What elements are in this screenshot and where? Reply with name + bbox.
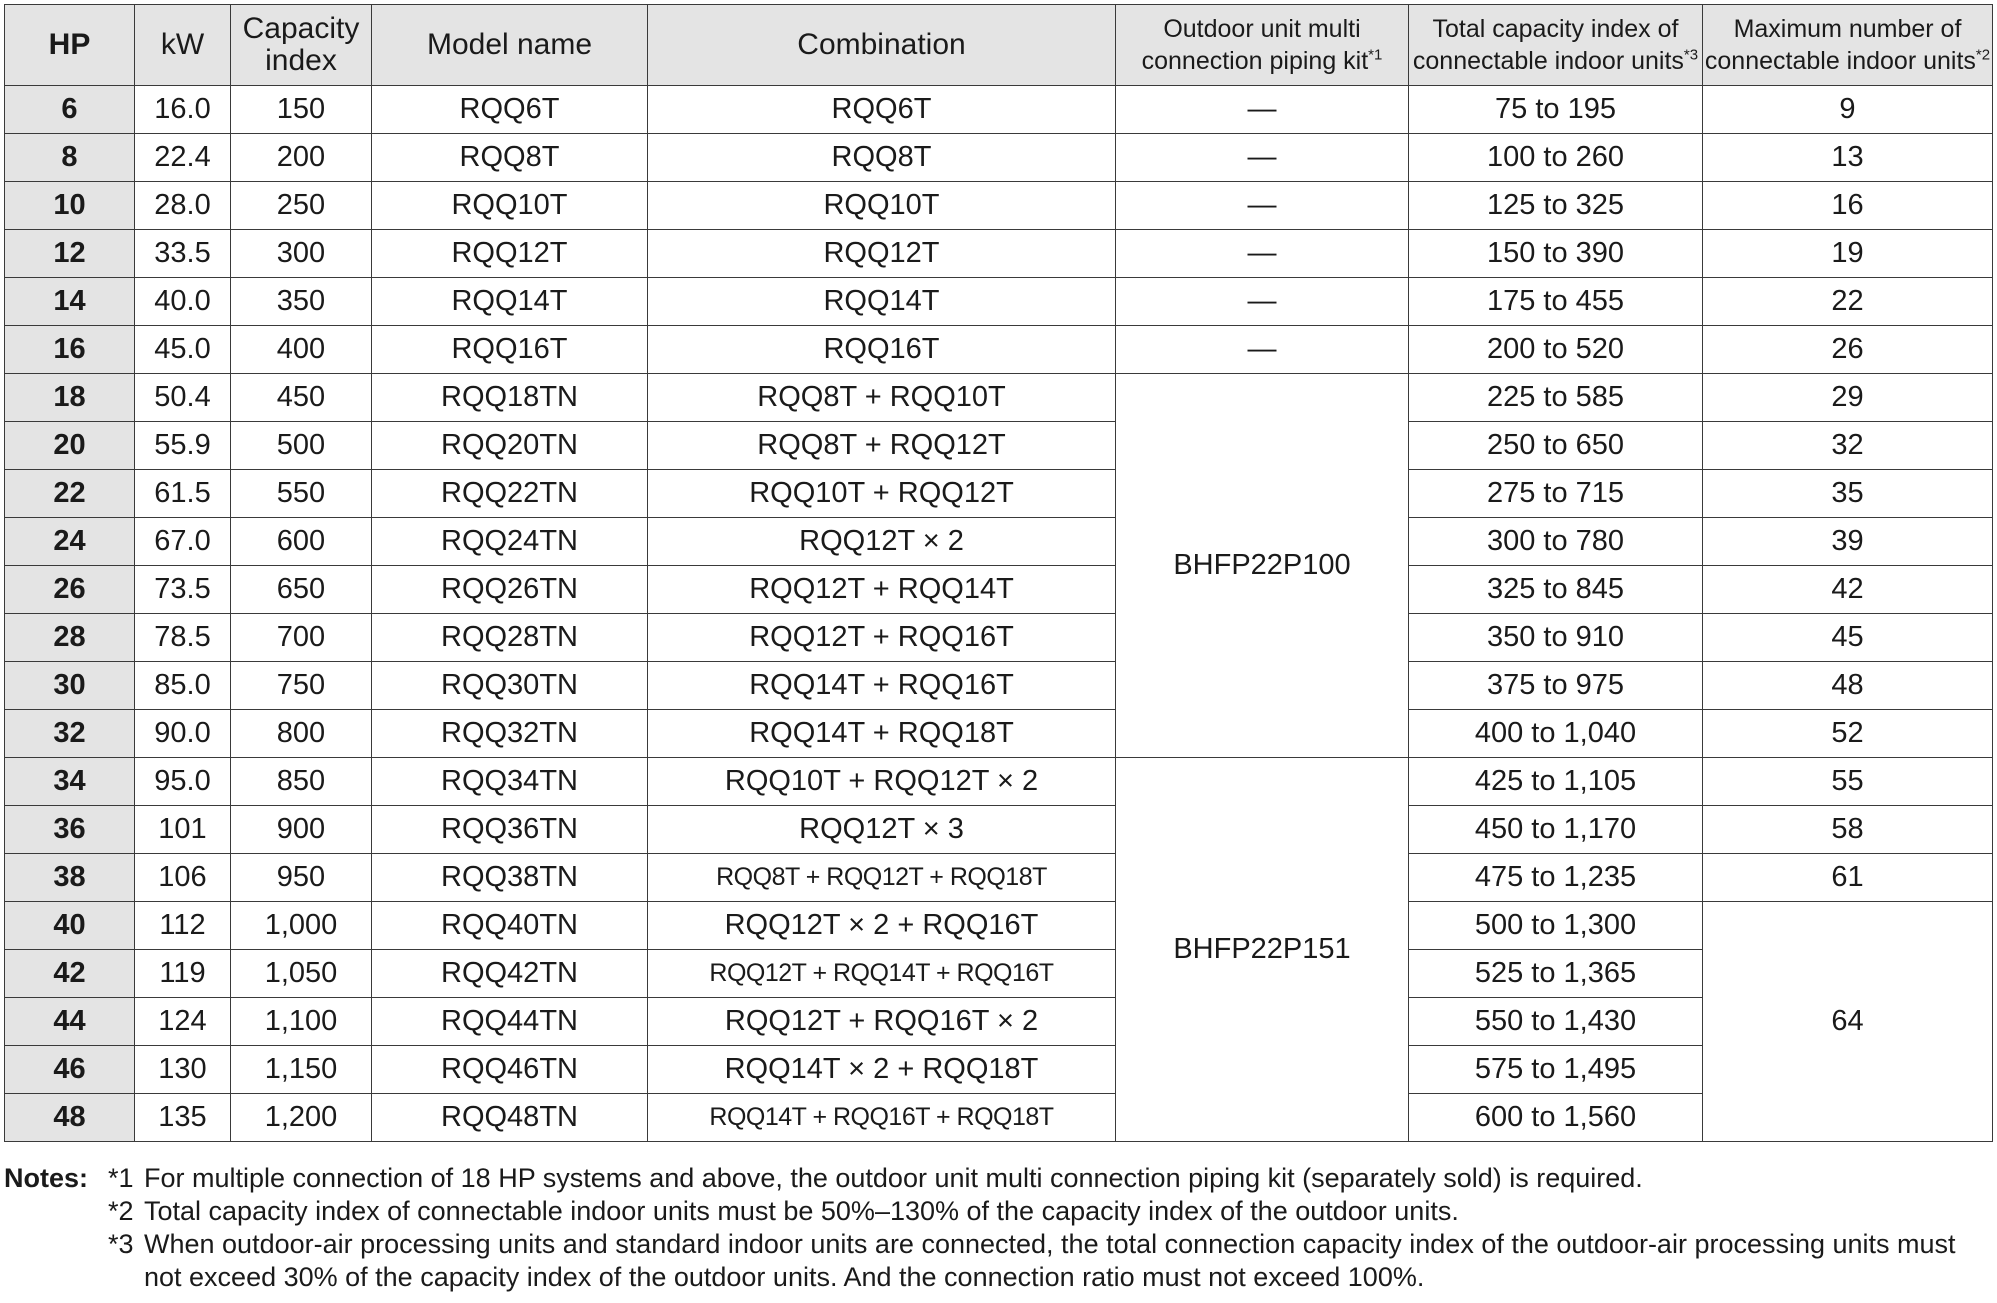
header-total-capacity-label: Total capacity index of connectable indoor units xyxy=(1412,15,1684,75)
kw-cell: 95.0 xyxy=(135,758,231,806)
total-capacity-cell: 475 to 1,235 xyxy=(1409,854,1703,902)
total-capacity-cell: 575 to 1,495 xyxy=(1409,1046,1703,1094)
combination-cell: RQQ12T × 2 + RQQ16T xyxy=(648,902,1116,950)
total-capacity-cell: 150 to 390 xyxy=(1409,230,1703,278)
total-capacity-cell: 325 to 845 xyxy=(1409,566,1703,614)
table-row xyxy=(5,86,1993,134)
combination-cell: RQQ8T + RQQ12T + RQQ18T xyxy=(648,854,1116,902)
model-name-cell: RQQ18TN xyxy=(372,374,648,422)
max-units-cell: 39 xyxy=(1703,518,1993,566)
piping-kit-cell: BHFP22P151 xyxy=(1116,758,1409,1142)
notes-section xyxy=(4,1162,1964,1294)
capacity-index-cell: 1,150 xyxy=(231,1046,372,1094)
total-capacity-cell: 350 to 910 xyxy=(1409,614,1703,662)
table-row xyxy=(5,614,1993,662)
combination-cell: RQQ14T xyxy=(648,278,1116,326)
combination-cell: RQQ8T xyxy=(648,134,1116,182)
model-name-cell: RQQ26TN xyxy=(372,566,648,614)
total-capacity-cell: 275 to 715 xyxy=(1409,470,1703,518)
table-row xyxy=(5,902,1993,950)
piping-kit-cell: — xyxy=(1116,182,1409,230)
table-row xyxy=(5,806,1993,854)
kw-cell: 130 xyxy=(135,1046,231,1094)
kw-cell: 78.5 xyxy=(135,614,231,662)
kw-cell: 28.0 xyxy=(135,182,231,230)
header-max-units-label: Maximum number of connectable indoor units xyxy=(1704,15,1976,75)
table-row xyxy=(5,134,1993,182)
kw-cell: 112 xyxy=(135,902,231,950)
table-row xyxy=(5,566,1993,614)
note-2 xyxy=(4,1195,1964,1228)
capacity-index-cell: 700 xyxy=(231,614,372,662)
note-2-mark: *2 xyxy=(108,1196,134,1226)
table-row xyxy=(5,374,1993,422)
hp-cell: 36 xyxy=(5,806,135,854)
total-capacity-cell: 175 to 455 xyxy=(1409,278,1703,326)
hp-cell: 28 xyxy=(5,614,135,662)
capacity-index-cell: 1,200 xyxy=(231,1094,372,1142)
combination-cell: RQQ10T + RQQ12T xyxy=(648,470,1116,518)
hp-cell: 18 xyxy=(5,374,135,422)
table-row xyxy=(5,758,1993,806)
table-row xyxy=(5,1046,1993,1094)
capacity-index-cell: 400 xyxy=(231,326,372,374)
total-capacity-cell: 100 to 260 xyxy=(1409,134,1703,182)
combination-cell: RQQ14T + RQQ16T + RQQ18T xyxy=(648,1094,1116,1142)
model-name-cell: RQQ40TN xyxy=(372,902,648,950)
combination-cell: RQQ12T + RQQ16T xyxy=(648,614,1116,662)
capacity-index-cell: 550 xyxy=(231,470,372,518)
table-row xyxy=(5,950,1993,998)
combination-cell: RQQ14T × 2 + RQQ18T xyxy=(648,1046,1116,1094)
table-row xyxy=(5,230,1993,278)
max-units-cell: 35 xyxy=(1703,470,1993,518)
table-row xyxy=(5,998,1993,1046)
piping-kit-cell: — xyxy=(1116,134,1409,182)
combination-cell: RQQ12T + RQQ14T + RQQ16T xyxy=(648,950,1116,998)
combination-cell: RQQ8T + RQQ10T xyxy=(648,374,1116,422)
total-capacity-cell: 75 to 195 xyxy=(1409,86,1703,134)
total-capacity-cell: 375 to 975 xyxy=(1409,662,1703,710)
note-1-text: For multiple connection of 18 HP systems and above, the outdoor unit multi connection piping kit (separately sold) is required. xyxy=(144,1163,1643,1193)
kw-cell: 50.4 xyxy=(135,374,231,422)
max-units-cell: 22 xyxy=(1703,278,1993,326)
hp-cell: 22 xyxy=(5,470,135,518)
capacity-index-cell: 950 xyxy=(231,854,372,902)
table-body xyxy=(5,86,1993,1142)
model-name-cell: RQQ36TN xyxy=(372,806,648,854)
model-name-cell: RQQ6T xyxy=(372,86,648,134)
combination-cell: RQQ10T xyxy=(648,182,1116,230)
total-capacity-cell: 400 to 1,040 xyxy=(1409,710,1703,758)
capacity-index-cell: 1,100 xyxy=(231,998,372,1046)
model-name-cell: RQQ16T xyxy=(372,326,648,374)
capacity-index-cell: 600 xyxy=(231,518,372,566)
kw-cell: 45.0 xyxy=(135,326,231,374)
combination-cell: RQQ12T × 3 xyxy=(648,806,1116,854)
model-name-cell: RQQ14T xyxy=(372,278,648,326)
hp-cell: 14 xyxy=(5,278,135,326)
total-capacity-cell: 200 to 520 xyxy=(1409,326,1703,374)
total-capacity-cell: 500 to 1,300 xyxy=(1409,902,1703,950)
note-1 xyxy=(4,1162,1964,1195)
kw-cell: 67.0 xyxy=(135,518,231,566)
hp-cell: 38 xyxy=(5,854,135,902)
kw-cell: 55.9 xyxy=(135,422,231,470)
model-name-cell: RQQ32TN xyxy=(372,710,648,758)
hp-cell: 8 xyxy=(5,134,135,182)
combination-cell: RQQ16T xyxy=(648,326,1116,374)
total-capacity-cell: 600 to 1,560 xyxy=(1409,1094,1703,1142)
total-capacity-cell: 250 to 650 xyxy=(1409,422,1703,470)
hp-cell: 40 xyxy=(5,902,135,950)
kw-cell: 40.0 xyxy=(135,278,231,326)
piping-kit-cell: — xyxy=(1116,230,1409,278)
max-units-cell: 58 xyxy=(1703,806,1993,854)
kw-cell: 33.5 xyxy=(135,230,231,278)
model-name-cell: RQQ30TN xyxy=(372,662,648,710)
model-name-cell: RQQ38TN xyxy=(372,854,648,902)
piping-kit-cell: — xyxy=(1116,278,1409,326)
total-capacity-cell: 450 to 1,170 xyxy=(1409,806,1703,854)
max-units-cell: 42 xyxy=(1703,566,1993,614)
kw-cell: 106 xyxy=(135,854,231,902)
total-capacity-cell: 125 to 325 xyxy=(1409,182,1703,230)
hp-cell: 44 xyxy=(5,998,135,1046)
hp-cell: 42 xyxy=(5,950,135,998)
combination-cell: RQQ12T + RQQ16T × 2 xyxy=(648,998,1116,1046)
total-capacity-cell: 225 to 585 xyxy=(1409,374,1703,422)
specification-table xyxy=(4,4,1993,1142)
capacity-index-cell: 900 xyxy=(231,806,372,854)
max-units-cell: 61 xyxy=(1703,854,1993,902)
table-row xyxy=(5,662,1993,710)
hp-cell: 46 xyxy=(5,1046,135,1094)
header-hp: HP xyxy=(5,5,135,86)
note-3-mark: *3 xyxy=(108,1229,134,1259)
model-name-cell: RQQ28TN xyxy=(372,614,648,662)
hp-cell: 6 xyxy=(5,86,135,134)
kw-cell: 22.4 xyxy=(135,134,231,182)
kw-cell: 61.5 xyxy=(135,470,231,518)
total-capacity-cell: 550 to 1,430 xyxy=(1409,998,1703,1046)
header-kw: kW xyxy=(135,5,231,86)
capacity-index-cell: 850 xyxy=(231,758,372,806)
table-row xyxy=(5,278,1993,326)
max-units-cell: 64 xyxy=(1703,902,1993,1142)
max-units-cell: 52 xyxy=(1703,710,1993,758)
max-units-cell: 32 xyxy=(1703,422,1993,470)
combination-cell: RQQ14T + RQQ16T xyxy=(648,662,1116,710)
model-name-cell: RQQ22TN xyxy=(372,470,648,518)
hp-cell: 48 xyxy=(5,1094,135,1142)
capacity-index-cell: 150 xyxy=(231,86,372,134)
capacity-index-cell: 450 xyxy=(231,374,372,422)
capacity-index-cell: 1,050 xyxy=(231,950,372,998)
max-units-cell: 29 xyxy=(1703,374,1993,422)
model-name-cell: RQQ34TN xyxy=(372,758,648,806)
max-units-cell: 45 xyxy=(1703,614,1993,662)
max-units-cell: 9 xyxy=(1703,86,1993,134)
note-1-body xyxy=(108,1162,1643,1195)
kw-cell: 90.0 xyxy=(135,710,231,758)
table-row xyxy=(5,422,1993,470)
total-capacity-cell: 525 to 1,365 xyxy=(1409,950,1703,998)
combination-cell: RQQ12T × 2 xyxy=(648,518,1116,566)
header-piping-kit-footnote: *1 xyxy=(1368,46,1383,64)
header-model-name: Model name xyxy=(372,5,648,86)
header-capacity-index: Capacity index xyxy=(231,5,372,86)
max-units-cell: 48 xyxy=(1703,662,1993,710)
capacity-index-cell: 350 xyxy=(231,278,372,326)
header-max-units-footnote: *2 xyxy=(1975,46,1991,64)
max-units-cell: 26 xyxy=(1703,326,1993,374)
model-name-cell: RQQ12T xyxy=(372,230,648,278)
piping-kit-cell: — xyxy=(1116,326,1409,374)
table-row xyxy=(5,182,1993,230)
header-total-capacity xyxy=(1409,5,1703,86)
hp-cell: 34 xyxy=(5,758,135,806)
note-2-text: Total capacity index of connectable indoor units must be 50%–130% of the capacity index of the outdoor units. xyxy=(144,1196,1459,1226)
combination-cell: RQQ8T + RQQ12T xyxy=(648,422,1116,470)
model-name-cell: RQQ48TN xyxy=(372,1094,648,1142)
table-row xyxy=(5,854,1993,902)
hp-cell: 20 xyxy=(5,422,135,470)
notes-label: Notes: xyxy=(4,1163,89,1193)
capacity-index-cell: 800 xyxy=(231,710,372,758)
header-piping-kit xyxy=(1116,5,1409,86)
capacity-index-cell: 750 xyxy=(231,662,372,710)
total-capacity-cell: 300 to 780 xyxy=(1409,518,1703,566)
hp-cell: 12 xyxy=(5,230,135,278)
table-row xyxy=(5,710,1993,758)
combination-cell: RQQ10T + RQQ12T × 2 xyxy=(648,758,1116,806)
hp-cell: 30 xyxy=(5,662,135,710)
note-1-mark: *1 xyxy=(108,1163,134,1193)
header-total-capacity-footnote: *3 xyxy=(1683,46,1699,64)
max-units-cell: 19 xyxy=(1703,230,1993,278)
kw-cell: 85.0 xyxy=(135,662,231,710)
kw-cell: 16.0 xyxy=(135,86,231,134)
max-units-cell: 13 xyxy=(1703,134,1993,182)
capacity-index-cell: 1,000 xyxy=(231,902,372,950)
hp-cell: 24 xyxy=(5,518,135,566)
table-row xyxy=(5,326,1993,374)
kw-cell: 119 xyxy=(135,950,231,998)
hp-cell: 32 xyxy=(5,710,135,758)
capacity-index-cell: 200 xyxy=(231,134,372,182)
combination-cell: RQQ6T xyxy=(648,86,1116,134)
note-3-body xyxy=(108,1228,1964,1294)
table-row xyxy=(5,518,1993,566)
table-row xyxy=(5,470,1993,518)
header-combination: Combination xyxy=(648,5,1116,86)
note-3-text: When outdoor-air processing units and standard indoor units are connected, the total connection capacity index of the outdoor-air processing units must not exceed 30% of the capacity index of the outdoor units. And the connection ratio must not exceed 100%. xyxy=(144,1229,1956,1292)
note-2-body xyxy=(108,1195,1459,1228)
capacity-index-cell: 650 xyxy=(231,566,372,614)
combination-cell: RQQ14T + RQQ18T xyxy=(648,710,1116,758)
capacity-index-cell: 300 xyxy=(231,230,372,278)
model-name-cell: RQQ46TN xyxy=(372,1046,648,1094)
hp-cell: 26 xyxy=(5,566,135,614)
combination-cell: RQQ12T + RQQ14T xyxy=(648,566,1116,614)
total-capacity-cell: 425 to 1,105 xyxy=(1409,758,1703,806)
piping-kit-cell: — xyxy=(1116,86,1409,134)
combination-cell: RQQ12T xyxy=(648,230,1116,278)
hp-cell: 10 xyxy=(5,182,135,230)
capacity-index-cell: 500 xyxy=(231,422,372,470)
max-units-cell: 55 xyxy=(1703,758,1993,806)
model-name-cell: RQQ24TN xyxy=(372,518,648,566)
model-name-cell: RQQ20TN xyxy=(372,422,648,470)
capacity-index-cell: 250 xyxy=(231,182,372,230)
table-row xyxy=(5,1094,1993,1142)
kw-cell: 135 xyxy=(135,1094,231,1142)
kw-cell: 124 xyxy=(135,998,231,1046)
model-name-cell: RQQ44TN xyxy=(372,998,648,1046)
note-3 xyxy=(4,1228,1964,1294)
hp-cell: 16 xyxy=(5,326,135,374)
kw-cell: 73.5 xyxy=(135,566,231,614)
header-max-units xyxy=(1703,5,1993,86)
kw-cell: 101 xyxy=(135,806,231,854)
max-units-cell: 16 xyxy=(1703,182,1993,230)
header-row xyxy=(5,5,1993,86)
model-name-cell: RQQ10T xyxy=(372,182,648,230)
header-piping-kit-label: Outdoor unit multi connection piping kit xyxy=(1141,15,1369,75)
model-name-cell: RQQ8T xyxy=(372,134,648,182)
model-name-cell: RQQ42TN xyxy=(372,950,648,998)
piping-kit-cell: BHFP22P100 xyxy=(1116,374,1409,758)
